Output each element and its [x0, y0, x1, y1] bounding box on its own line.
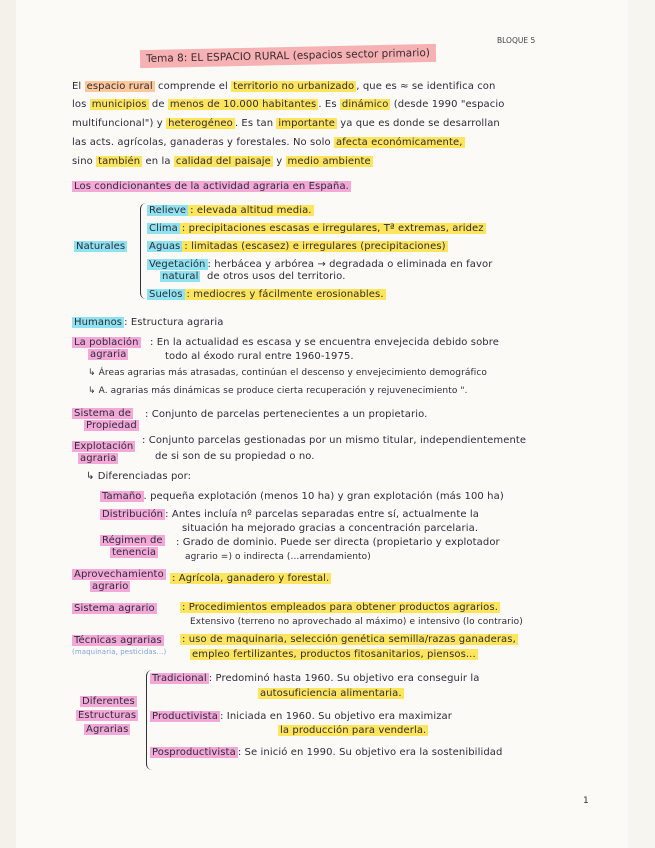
tradicional-line-2: autosuficiencia alimentaria.	[260, 688, 402, 699]
sistema-agrario-key: Sistema agrario	[74, 603, 155, 614]
regimen-key-2: tenencia	[112, 547, 157, 558]
section-heading-condicionantes: Los condicionantes de la actividad agraria en España.	[74, 181, 349, 192]
regimen-key: Régimen de	[102, 535, 163, 546]
left-margin	[0, 0, 16, 848]
sistema-agrario-line-2: Extensivo (terreno no aprovechado al máximo) e intensivo (lo contrario)	[190, 617, 523, 627]
poblacion-key: La población	[74, 337, 139, 348]
naturales-vegetacion-2: natural de otros usos del territorio.	[162, 271, 346, 282]
intro-line-5: sino también en la calidad del paisaje y medio ambiente	[72, 156, 371, 167]
right-margin	[628, 0, 655, 848]
intro-line-2: los municipios de menos de 10.000 habitantes . Es dinámico (desde 1990 "espacio	[72, 99, 505, 110]
naturales-suelos: Suelos : mediocres y fácilmente erosionables.	[149, 289, 384, 300]
intro-line-4: las acts. agrícolas, ganaderas y forestales. No solo afecta económicamente,	[72, 137, 463, 148]
tecnicas-key: Técnicas agrarias	[74, 635, 162, 646]
sistema-agrario-line-1: : Procedimientos empleados para obtener productos agrarios.	[182, 602, 498, 613]
naturales-aguas: Aguas : limitadas (escasez) e irregulares (precipitaciones)	[149, 241, 446, 252]
explotacion-text-2: de si son de su propiedad o no.	[155, 451, 315, 462]
productivista-line-2: la producción para venderla.	[280, 725, 427, 736]
poblacion-text-1: : En la actualidad es escasa y se encuentra envejecida debido sobre	[150, 337, 499, 348]
distribucion-line-1: Distribución : Antes incluía nº parcelas separadas entre sí, actualmente la	[102, 509, 479, 520]
posproductivista-line: Posproductivista : Se inició en 1990. Su objetivo era la sostenibilidad	[152, 747, 503, 758]
poblacion-arrow-2: ↳ A. agrarias más dinámicas se produce cierta recuperación y rejuvenecimiento ".	[88, 386, 468, 396]
page-number: 1	[583, 796, 589, 806]
propiedad-key: Sistema de	[74, 408, 131, 419]
tecnicas-line-1: : uso de maquinaria, selección genética semilla/razas ganaderas,	[182, 634, 516, 645]
diferenciadas-label: ↳ Diferenciadas por:	[86, 471, 192, 482]
tamano-line: Tamaño . pequeña explotación (menos 10 ha) y gran explotación (más 100 ha)	[102, 491, 504, 502]
page-title: Tema 8: EL ESPACIO RURAL (espacios sector primario)	[140, 44, 436, 68]
tradicional-line-1: Tradicional : Predominó hasta 1960. Su objetivo era conseguir la	[152, 673, 480, 684]
naturales-label: Naturales	[76, 241, 126, 252]
humanos-heading: Humanos : Estructura agraria	[74, 317, 224, 328]
propiedad-key-2: Propiedad	[86, 420, 137, 431]
block-label: BLOQUE 5	[497, 36, 536, 45]
naturales-vegetacion-1: Vegetación : herbácea y arbórea → degradada o eliminada en favor	[149, 259, 493, 270]
tecnicas-line-2: empleo fertilizantes, productos fitosanitarios, piensos...	[192, 649, 476, 660]
intro-line-3: multifuncional") y heterogéneo . Es tan importante ya que es donde se desarrollan	[72, 118, 500, 129]
explotacion-key: Explotación	[74, 441, 134, 452]
estructuras-label-1: Diferentes	[82, 696, 135, 707]
poblacion-arrow-1: ↳ Áreas agrarias más atrasadas, continúan el descenso y envejecimiento demográfico	[88, 368, 488, 378]
productivista-line-1: Productivista : Iniciada en 1960. Su objetivo era maximizar	[152, 711, 452, 722]
naturales-relieve: Relieve : elevada altitud media.	[149, 205, 312, 216]
naturales-clima: Clima : precipitaciones escasas e irregulares, Tª extremas, aridez	[149, 223, 484, 234]
poblacion-key-2: agraria	[90, 349, 127, 360]
regimen-line-1: : Grado de dominio. Puede ser directa (propietario y explotador	[176, 537, 500, 548]
explotacion-text-1: : Conjunto parcelas gestionadas por un mismo titular, independientemente	[142, 435, 527, 446]
aprovechamiento-key: Aprovechamiento	[74, 569, 164, 580]
propiedad-text: : Conjunto de parcelas pertenecientes a un propietario.	[145, 409, 428, 420]
aprovechamiento-text: : Agrícola, ganadero y forestal.	[172, 573, 330, 584]
intro-line-1: El espacio rural comprende el territorio no urbanizado , que es ≈ se identifica con	[72, 81, 496, 92]
regimen-line-2: agrario =) o indirecta (...arrendamiento)	[185, 552, 371, 562]
explotacion-key-2: agraria	[80, 453, 117, 464]
estructuras-label-3: Agrarias	[86, 724, 129, 735]
distribucion-line-2: situación ha mejorado gracias a concentración parcelaria.	[182, 523, 479, 534]
tecnicas-key-2: (maquinaria, pesticidas...)	[72, 648, 167, 656]
aprovechamiento-key-2: agrario	[92, 581, 129, 592]
naturales-brace	[140, 203, 147, 299]
poblacion-text-2: todo al éxodo rural entre 1960-1975.	[165, 351, 354, 362]
estructuras-label-2: Estructuras	[78, 710, 137, 721]
